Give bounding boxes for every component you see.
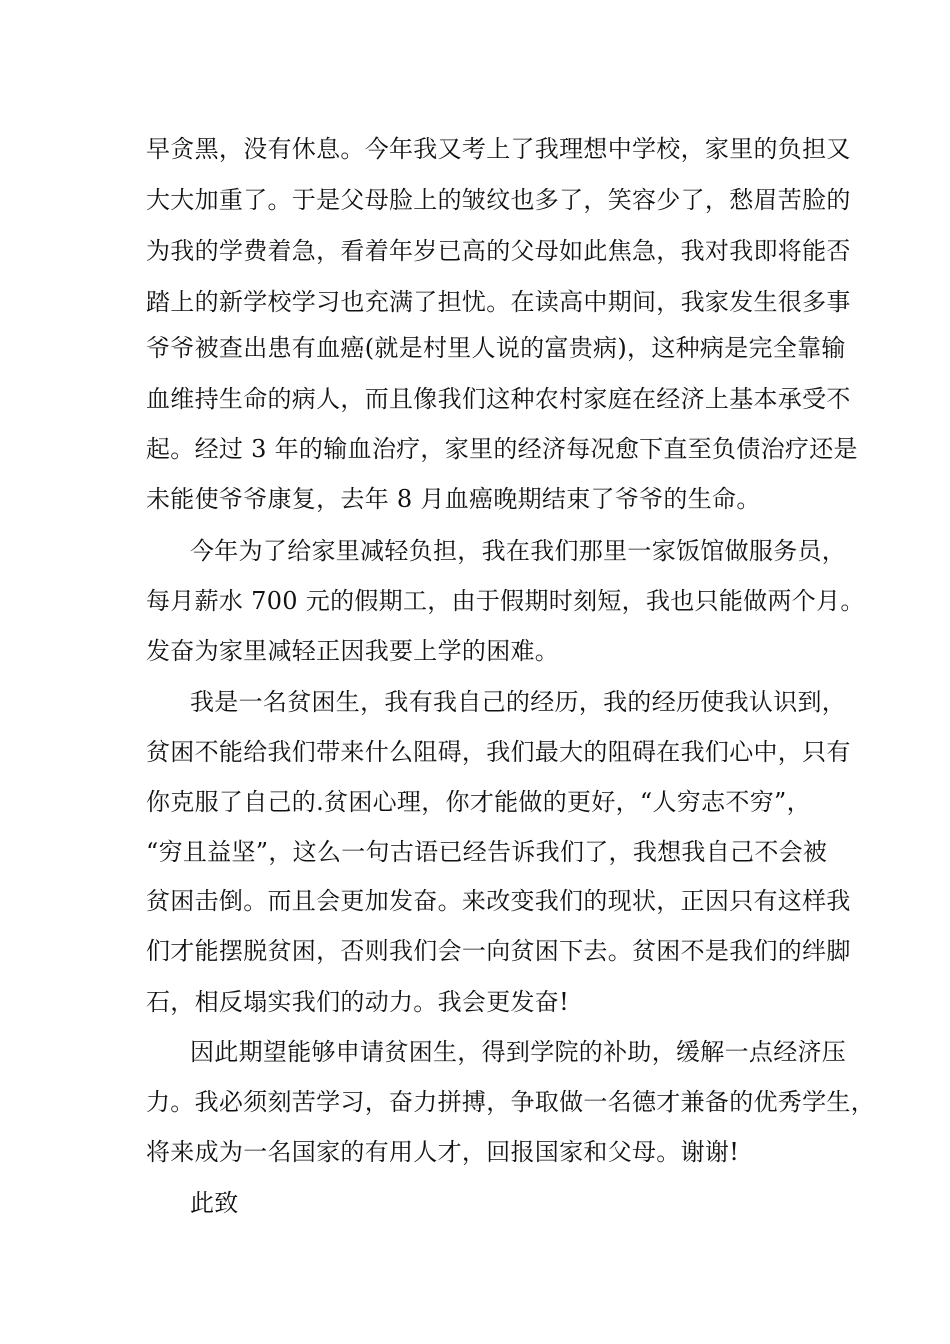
text-line: 将来成为一名国家的有用人才，回报国家和父母。谢谢!	[146, 1138, 740, 1166]
text-line: 每月薪水 700 元的假期工，由于假期时刻短，我也只能做两个月。	[146, 587, 865, 615]
text-line: 早贪黑，没有休息。今年我又考上了我理想中学校，家里的负担又	[146, 135, 851, 163]
text-line: 踏上的新学校学习也充满了担忧。在读高中期间，我家发生很多事	[146, 288, 851, 316]
text-line: 发奋为家里减轻正因我要上学的困难。	[146, 637, 560, 665]
text-line: 力。我必须刻苦学习，奋力拼搏，争取做一名德才兼备的优秀学生，	[146, 1088, 875, 1116]
text-line: 因此期望能够申请贫困生，得到学院的补助，缓解一点经济压	[190, 1038, 847, 1066]
text-line: 贫困击倒。而且会更加发奋。来改变我们的现状，正因只有这样我	[146, 887, 851, 915]
text-line: 贫困不能给我们带来什么阻碍，我们最大的阻碍在我们心中，只有	[146, 738, 851, 766]
text-line: 们才能摆脱贫困，否则我们会一向贫困下去。贫困不是我们的绊脚	[146, 937, 851, 965]
text-line: 我是一名贫困生，我有我自己的经历，我的经历使我认识到，	[190, 688, 847, 716]
text-line: 未能使爷爷康复，去年 8 月血癌晚期结束了爷爷的生命。	[146, 485, 761, 513]
text-line: 石，相反塌实我们的动力。我会更发奋!	[146, 988, 570, 1016]
text-line: “穷且益坚”，这么一句古语已经告诉我们了，我想我自己不会被	[146, 838, 828, 866]
text-line: 你克服了自己的.贫困心理，你才能做的更好，“人穷志不穷”，	[146, 788, 811, 816]
text-line: 为我的学费着急，看着年岁已高的父母如此焦急，我对我即将能否	[146, 237, 851, 265]
text-line: 血维持生命的病人，而且像我们这种农村家庭在经济上基本承受不	[146, 385, 851, 413]
text-line: 大大加重了。于是父母脸上的皱纹也多了，笑容少了，愁眉苦脸的	[146, 186, 851, 214]
text-line: 起。经过 3 年的输血治疗，家里的经济每况愈下直至负债治疗还是	[146, 435, 858, 463]
closing-salutation: 此致	[190, 1189, 239, 1217]
text-line: 今年为了给家里减轻负担，我在我们那里一家饭馆做服务员，	[190, 537, 847, 565]
text-line: 爷爷被查出患有血癌(就是村里人说的富贵病)，这种病是完全靠输	[146, 334, 846, 362]
